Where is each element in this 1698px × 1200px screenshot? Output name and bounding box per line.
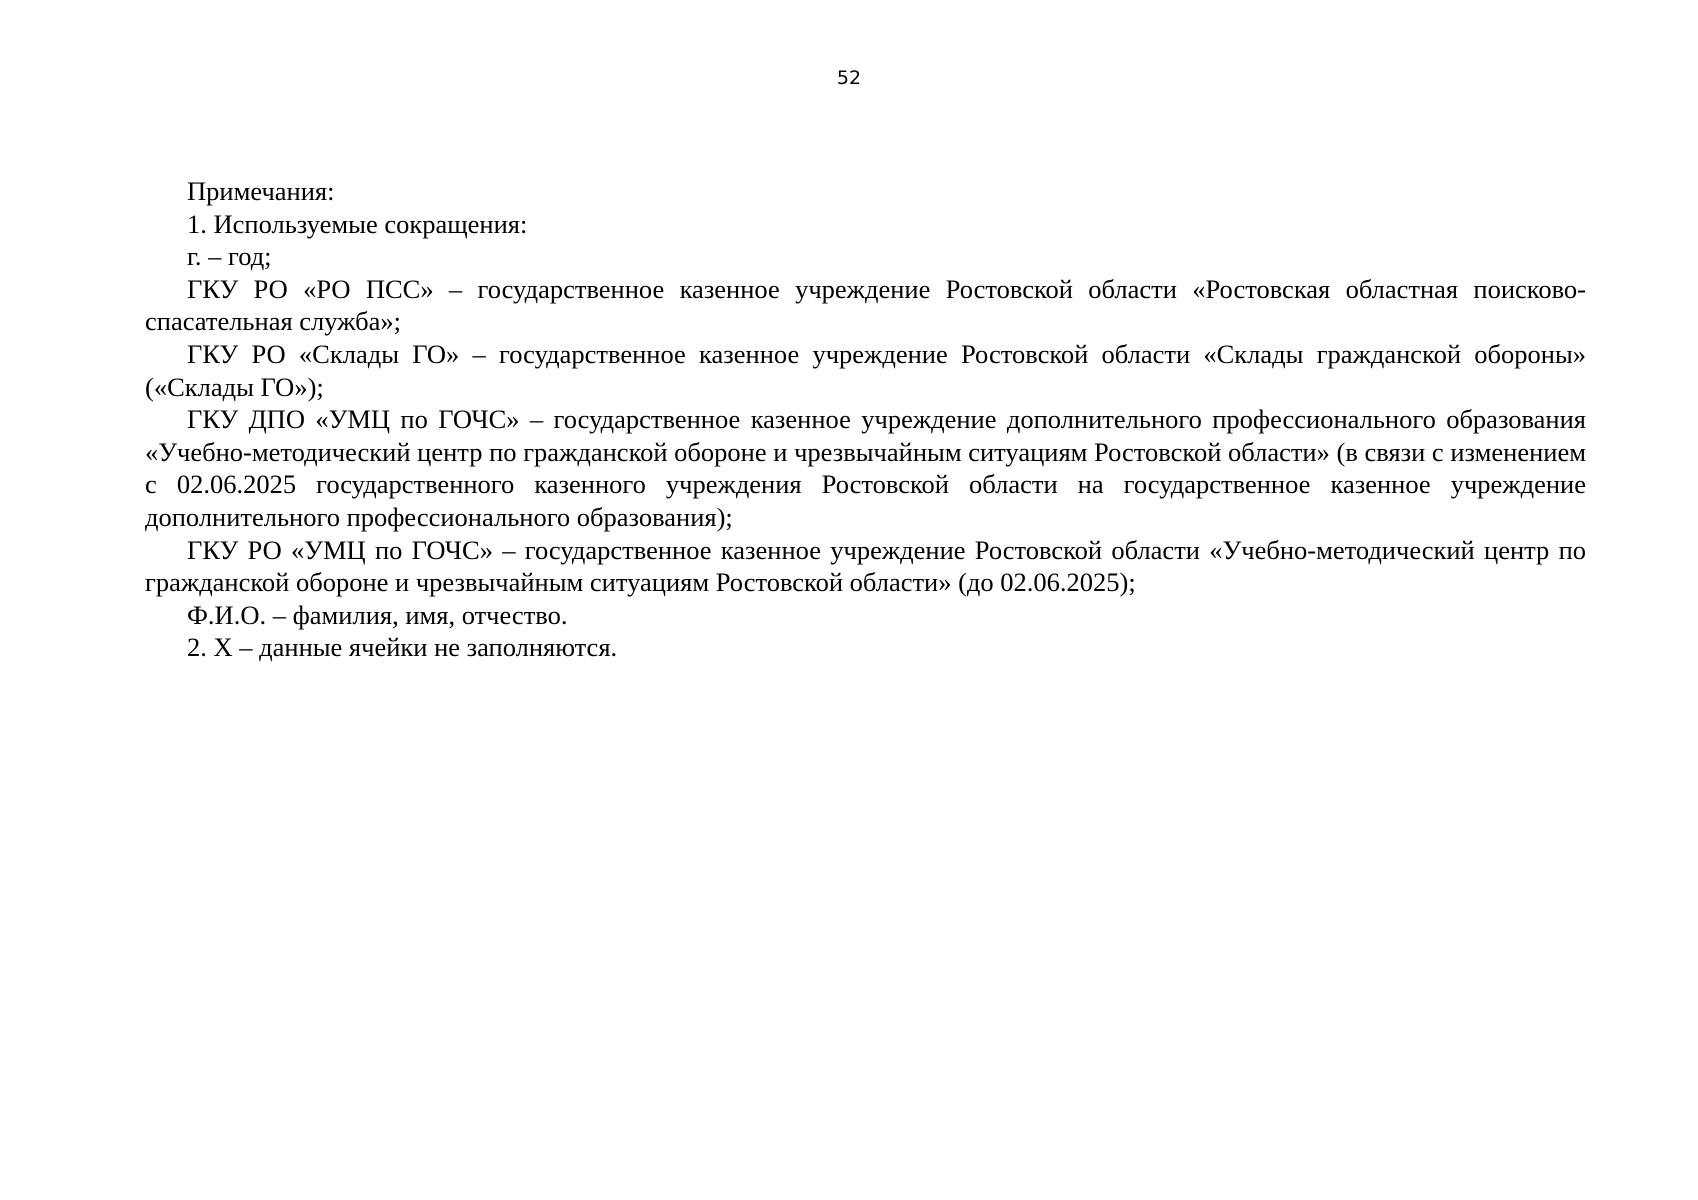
abbreviation-item: ГКУ ДПО «УМЦ по ГОЧС» – государственное казенное учреждение дополнительного профессионального образования «Учебно-методический центр по гражданской обороне и чрезвычайным ситуациям Ростовской области» (в связи с изменением с 02.06.2025 государственного казенного учреждения Ростовской области на государственное казенное учреждение дополнительного профессионального образования); (145, 404, 1586, 532)
abbreviations-title: 1. Используемые сокращения: (187, 208, 528, 239)
notes-heading: Примечания: (187, 176, 335, 206)
abbreviation-item: г. – год; (187, 241, 272, 272)
abbreviation-item: ГКУ РО «УМЦ по ГОЧС» – государственное казенное учреждение Ростовской области «Учебно-методический центр по гражданской обороне и чрезвычайным ситуациям Ростовской области» (до 02.06.2025); (145, 534, 1586, 598)
abbreviation-item: Ф.И.О. – фамилия, имя, отчество. (187, 599, 568, 630)
note-item-2: 2. Х – данные ячейки не заполняются. (187, 632, 618, 663)
abbreviation-item: ГКУ РО «Склады ГО» – государственное казенное учреждение Ростовской области «Склады гражданской обороны» («Склады ГО»); (145, 338, 1586, 402)
page-number: 52 (836, 67, 862, 89)
notes-section (145, 175, 1586, 664)
abbreviation-item: ГКУ РО «РО ПСС» – государственное казенное учреждение Ростовской области «Ростовская областная поисково-спасательная служба»; (145, 273, 1586, 337)
